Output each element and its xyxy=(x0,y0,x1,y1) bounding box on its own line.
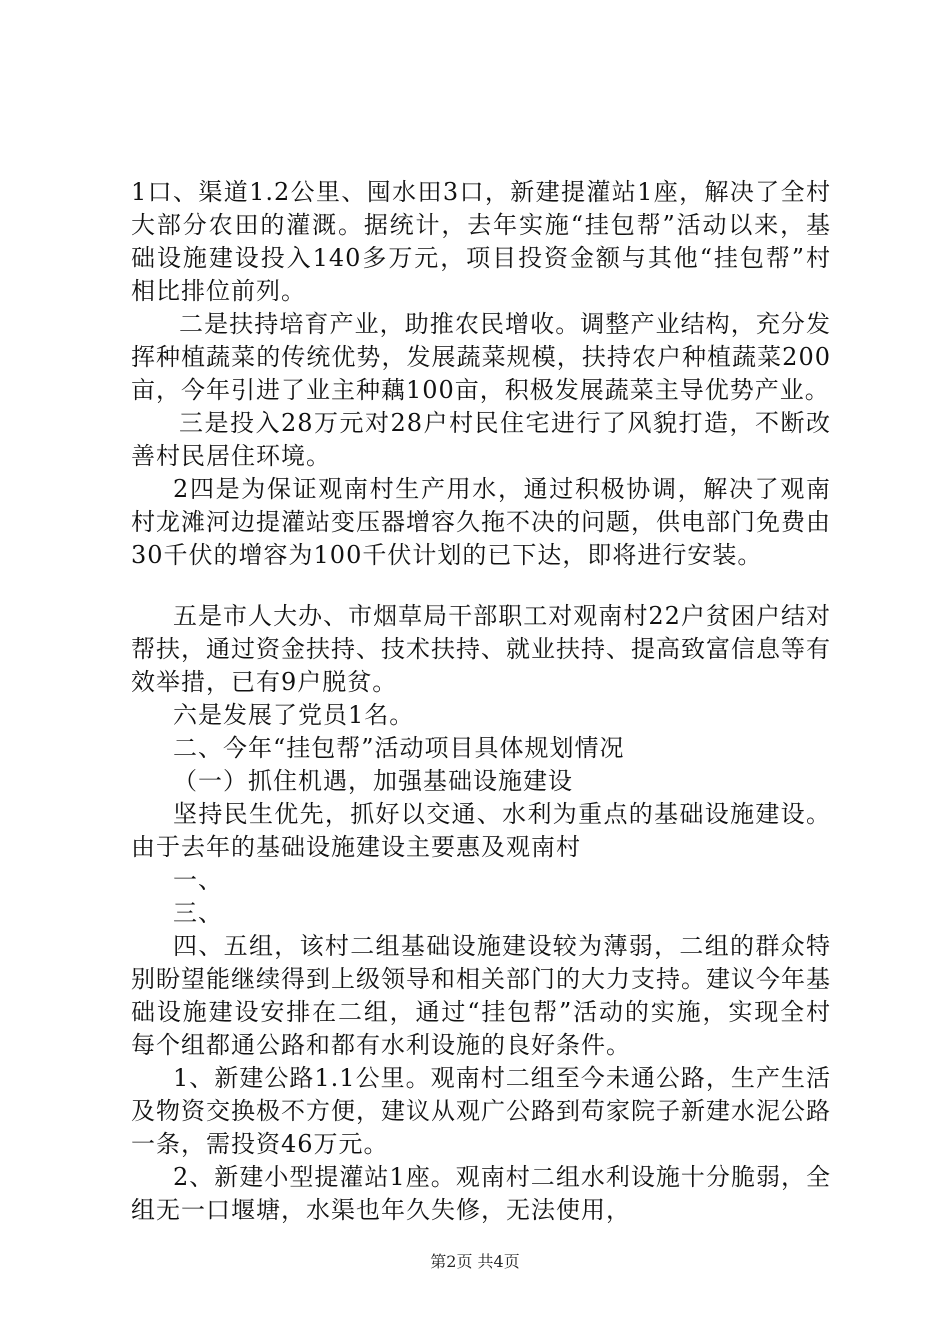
paragraph-party-member: 六是发展了党员1名。 xyxy=(173,701,415,729)
paragraph-livelihood-priority: 坚持民生优先，抓好以交通、水利为重点的基础设施建设。由于去年的基础设施建设主要惠及观南村 xyxy=(131,800,831,861)
paragraph-water-supply: 2四是为保证观南村生产用水，通过积极协调，解决了观南村龙滩河边提灌站变压器增容久拖不决的问题，供电部门免费由30千伏的增容为100千伏计划的已下达，即将进行安装。 xyxy=(131,475,831,569)
paragraph-gap xyxy=(131,572,831,600)
paragraph-new-irrigation-station: 2、新建小型提灌站1座。观南村二组水利设施十分脆弱，全组无一口堰塘，水渠也年久失修，无法使用， xyxy=(131,1163,831,1224)
subsection-heading-infrastructure: （一）抓住机遇，加强基础设施建设 xyxy=(173,767,573,795)
fragment-group-three: 三、 xyxy=(173,899,223,927)
section-heading-plan: 二、今年“挂包帮”活动项目具体规划情况 xyxy=(173,734,625,762)
paragraph-housing-renovation: 三是投入28万元对28户村民住宅进行了风貌打造，不断改善村民居住环境。 xyxy=(131,409,831,470)
paragraph-infrastructure-summary: 1口、渠道1.2公里、囤水田3口，新建提灌站1座，解决了全村大部分农田的灌溉。据统计，去年实施“挂包帮”活动以来，基础设施建设投入140多万元，项目投资金额与其他“挂包帮”村相比排位前列。 xyxy=(131,178,831,305)
paragraph-group-two-proposal: 四、五组，该村二组基础设施建设较为薄弱，二组的群众特别盼望能继续得到上级领导和相关部门的大力支持。建议今年基础设施建设安排在二组，通过“挂包帮”活动的实施，实现全村每个组都通公路和都有水利设施的良好条件。 xyxy=(131,932,831,1059)
fragment-group-one: 一、 xyxy=(173,866,223,894)
document-body xyxy=(131,176,831,1227)
paragraph-industry-support: 二是扶持培育产业，助推农民增收。调整产业结构，充分发挥种植蔬菜的传统优势，发展蔬菜规模，扶持农户种植蔬菜200亩，今年引进了业主种藕100亩，积极发展蔬菜主导优势产业。 xyxy=(131,310,831,404)
paragraph-new-road: 1、新建公路1.1公里。观南村二组至今未通公路，生产生活及物资交换极不方便，建议从观广公路到苟家院子新建水泥公路一条，需投资46万元。 xyxy=(131,1064,831,1158)
paragraph-poverty-assistance: 五是市人大办、市烟草局干部职工对观南村22户贫困户结对帮扶，通过资金扶持、技术扶持、就业扶持、提高致富信息等有效举措，已有9户脱贫。 xyxy=(131,602,831,696)
page-number-footer: 第2页 共4页 xyxy=(430,1252,520,1271)
